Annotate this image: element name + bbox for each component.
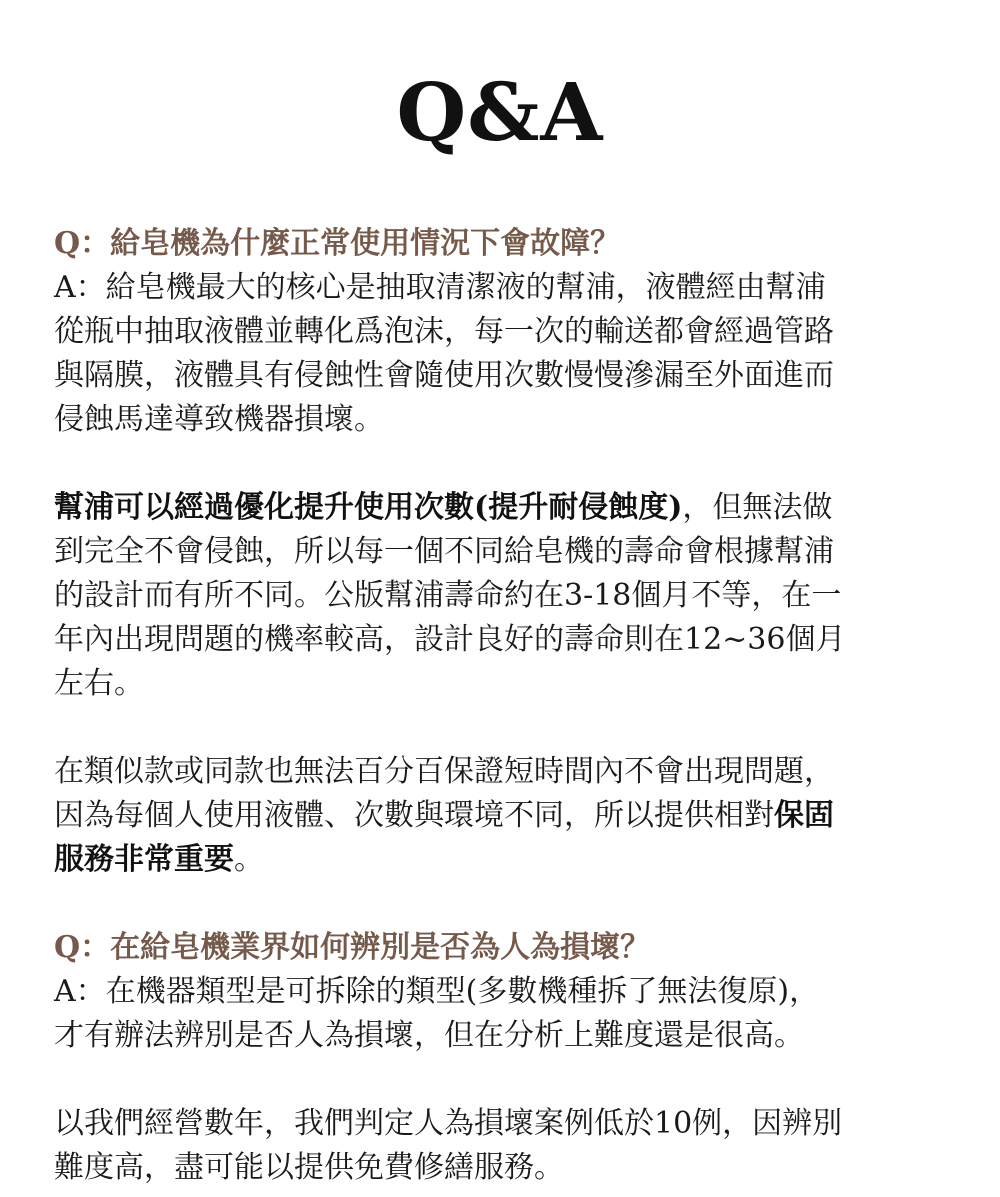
pump-paragraph-line-3: 的設計而有所不同。公版幫浦壽命約在3-18個月不等，在一	[54, 578, 842, 613]
warranty-paragraph-line-3	[54, 838, 946, 882]
question-1: Q：給皂機為什麼正常使用情況下會故障？	[54, 226, 621, 261]
question-2: Q：在給皂機業界如何辨別是否為人為損壞？	[54, 930, 651, 965]
paragraph-gap	[54, 1058, 946, 1102]
repair-paragraph-line-1: 以我們經營數年，我們判定人為損壞案例低於10例，因辨別	[54, 1106, 843, 1141]
answer-1-line-3: 與隔膜，液體具有侵蝕性會隨使用次數慢慢滲漏至外面進而	[54, 358, 834, 393]
pump-line-1-rest: ，但無法做	[682, 490, 833, 525]
warranty-line-2-text: 因為每個人使用液體、次數與環境不同，所以提供相對	[54, 798, 774, 833]
pump-highlight: 幫浦可以經過優化提升使用次數(提升耐侵蝕度)	[54, 490, 683, 525]
answer-1-line-2: 從瓶中抽取液體並轉化爲泡沫，每一次的輸送都會經過管路	[54, 314, 834, 349]
paragraph-gap	[54, 882, 946, 926]
answer-2-line-1: A：在機器類型是可拆除的類型(多數機種拆了無法復原)，	[54, 974, 820, 1009]
warranty-paragraph-line-1: 在類似款或同款也無法百分百保證短時間內不會出現問題，	[54, 754, 834, 789]
qa-content	[54, 222, 946, 1190]
repair-paragraph-line-2: 難度高，盡可能以提供免費修繕服務。	[54, 1150, 564, 1185]
warranty-paragraph-line-2	[54, 794, 946, 838]
answer-1-line-1: A：給皂機最大的核心是抽取清潔液的幫浦，液體經由幫浦	[54, 270, 826, 305]
pump-paragraph-line-5: 左右。	[54, 666, 144, 701]
warranty-highlight-2: 服務非常重要	[54, 842, 234, 877]
paragraph-gap	[54, 706, 946, 750]
warranty-highlight-1: 保固	[774, 798, 834, 833]
pump-paragraph-line-4: 年內出現問題的機率較高，設計良好的壽命則在12~36個月	[54, 622, 846, 657]
pump-paragraph-line-1	[54, 486, 946, 530]
paragraph-gap	[54, 442, 946, 486]
pump-paragraph-line-2: 到完全不會侵蝕，所以每一個不同給皂機的壽命會根據幫浦	[54, 534, 834, 569]
answer-2-line-2: 才有辦法辨別是否人為損壞，但在分析上難度還是很高。	[54, 1018, 804, 1053]
warranty-line-3-rest: 。	[234, 842, 264, 877]
answer-1-line-4: 侵蝕馬達導致機器損壞。	[54, 402, 384, 437]
page-title: Q&A	[396, 65, 604, 159]
